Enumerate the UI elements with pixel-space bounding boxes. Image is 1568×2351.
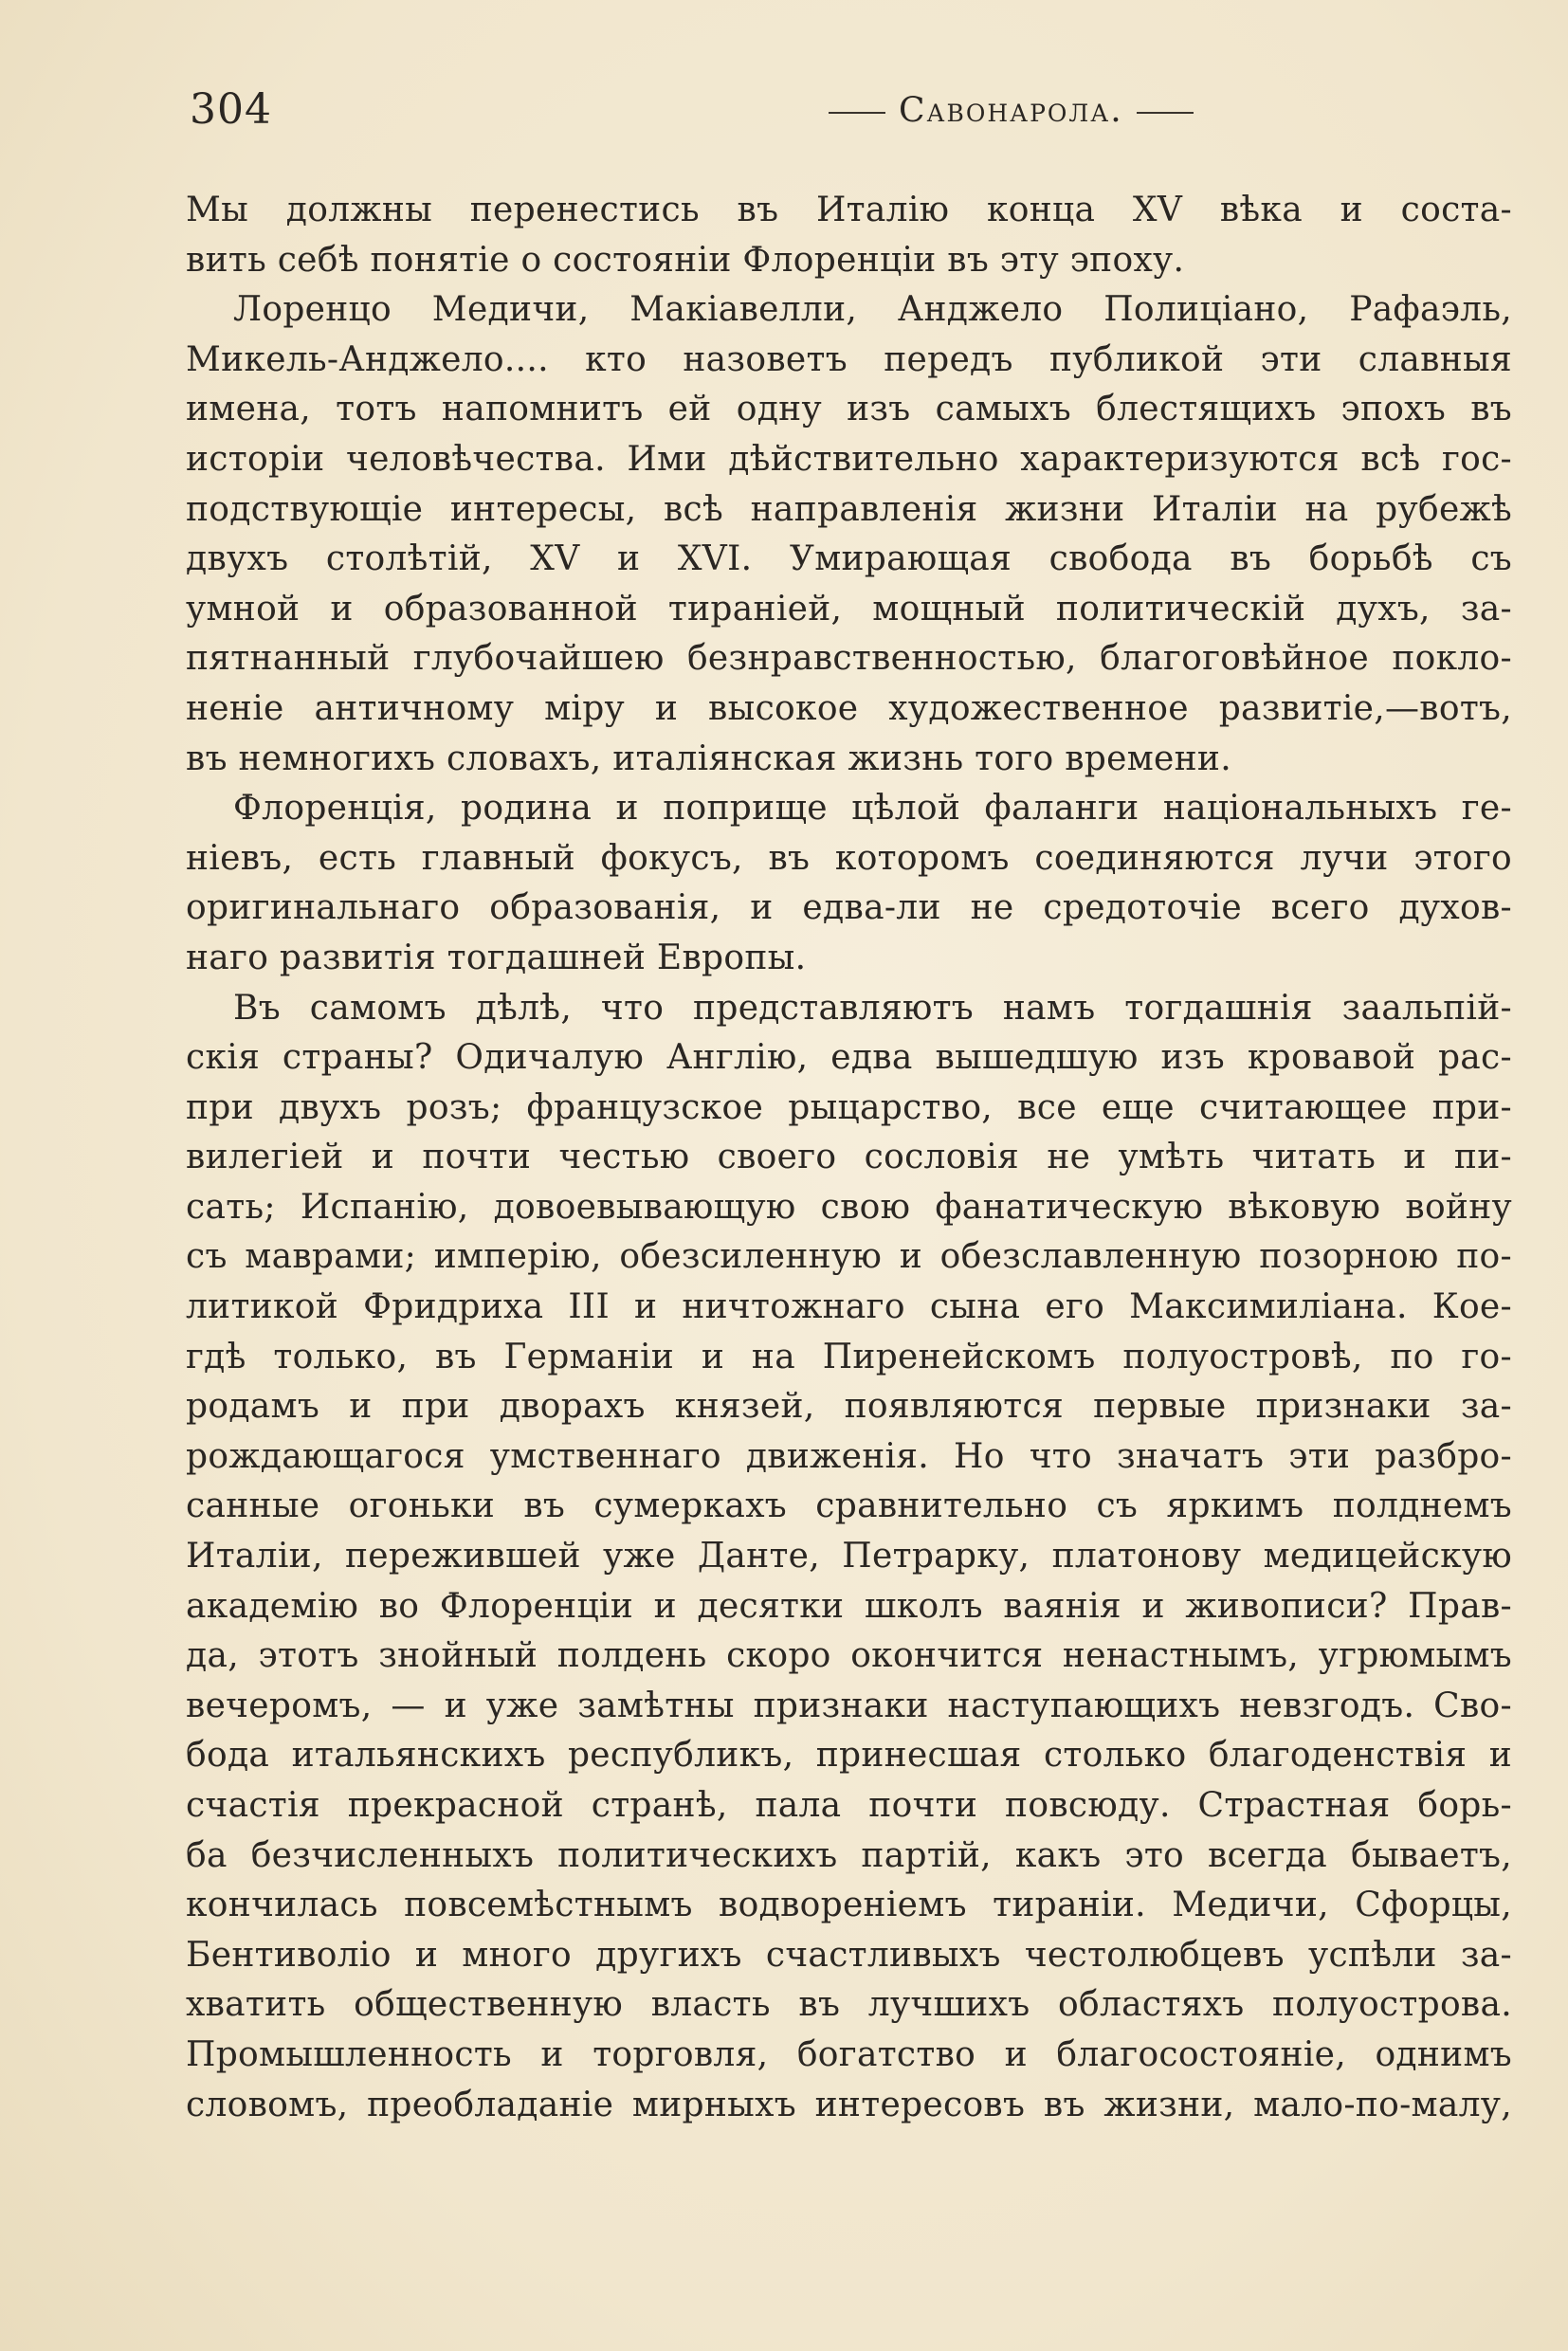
text-line: неніе античному міру и высокое художественное развитіе,—вотъ, [186,688,1512,728]
text-line: Въ самомъ дѣлѣ, что представляютъ намъ тогдашнія заальпій- [233,988,1512,1028]
text-line: вить себѣ понятіе о состояніи Флоренціи въ эту эпоху. [186,240,1185,280]
text-line: Микель-Анджело.... кто назоветъ передъ публикой эти славныя [186,339,1512,379]
text-line: пятнанный глубочайшею безнравственностью, благоговѣйное покло- [186,639,1512,679]
text-line: ніевъ, есть главный фокусъ, въ которомъ соединяются лучи этого [186,838,1512,878]
text-line: рождающагося умственнаго движенія. Но что значатъ эти разбро- [186,1436,1512,1476]
text-line: Флоренція, родина и поприще цѣлой фаланги національныхъ ге- [233,789,1512,829]
text-line: санные огоньки въ сумеркахъ сравнительно съ яркимъ полднемъ [186,1486,1512,1526]
text-line: да, этотъ знойный полдень скоро окончится ненастнымъ, угрюмымъ [186,1636,1512,1676]
text-line: Мы должны перенестись въ Италію конца XV вѣка и соста- [186,191,1512,229]
text-line: кончилась повсемѣстнымъ водвореніемъ тираніи. Медичи, Сфорцы, [186,1886,1512,1925]
text-line: двухъ столѣтій, XV и XVI. Умирающая свобода въ борьбѣ съ [186,539,1512,579]
running-title-line [815,91,1207,130]
text-line: исторіи человѣчества. Ими дѣйствительно характеризуются всѣ гос- [186,439,1512,479]
text-line: словомъ, преобладаніе мирныхъ интересовъ въ жизни, мало-по-малу, [186,2085,1512,2124]
text-line: при двухъ розъ; французское рыцарство, все еще считающее при- [186,1087,1512,1127]
text-line: скія страны? Одичалую Англію, едва вышедшую изъ кровавой рас- [186,1038,1512,1078]
text-line: вечеромъ, — и уже замѣтны признаки наступающихъ невзгодъ. Сво- [186,1686,1512,1725]
text-line: хватить общественную власть въ лучшихъ областяхъ полуострова. [186,1985,1512,2025]
text-line: подствующіе интересы, всѣ направленія жизни Италіи на рубежѣ [186,489,1512,529]
running-title: Савонарола. [899,91,1123,130]
text-line: академію во Флоренціи и десятки школъ ваянія и живописи? Прав- [186,1586,1512,1626]
page-number: 304 [190,85,272,134]
text-line: умной и образованной тираніей, мощный политическій духъ, за- [186,589,1512,629]
page-header [190,85,1512,142]
title-dash-right [1137,112,1194,114]
text-line: имена, тотъ напомнитъ ей одну изъ самыхъ блестящихъ эпохъ въ [186,390,1512,429]
text-line: въ немногихъ словахъ, италіянская жизнь того времени. [186,738,1231,778]
text-line: наго развитія тогдашней Европы. [186,938,807,977]
body-text [186,186,1512,2130]
text-line: вилегіей и почти честью своего сословія не умѣть читать и пи- [186,1138,1512,1177]
text-line: Лоренцо Медичи, Макіавелли, Анджело Полиціано, Рафаэль, [233,290,1512,330]
text-line: Промышленность и торговля, богатство и благосостояніе, однимъ [186,2034,1512,2074]
text-line: литикой Фридриха III и ничтожнаго сына его Максимиліана. Кое- [186,1287,1512,1327]
text-line: гдѣ только, въ Германіи и на Пиренейскомъ полуостровѣ, по го- [186,1337,1512,1376]
text-line: родамъ и при дворахъ князей, появляются первые признаки за- [186,1387,1512,1427]
text-line: съ маврами; имперію, обезсиленную и обезславленную позорною по- [186,1237,1512,1277]
text-line: оригинальнаго образованія, и едва-ли не средоточіе всего духов- [186,888,1512,928]
title-dash-left [829,112,885,114]
text-line: бода итальянскихъ республикъ, принесшая столько благоденствія и [186,1736,1512,1776]
text-line: сать; Испанію, довоевывающую свою фанатическую вѣковую войну [186,1187,1512,1227]
text-line: Бентиволіо и много другихъ счастливыхъ честолюбцевъ успѣли за- [186,1935,1512,1975]
text-line: ба безчисленныхъ политическихъ партій, какъ это всегда бываетъ, [186,1835,1512,1875]
text-line: Италіи, пережившей уже Данте, Петрарку, платонову медицейскую [186,1537,1512,1576]
text-line: счастія прекрасной странѣ, пала почти повсюду. Страстная борь- [186,1786,1512,1825]
